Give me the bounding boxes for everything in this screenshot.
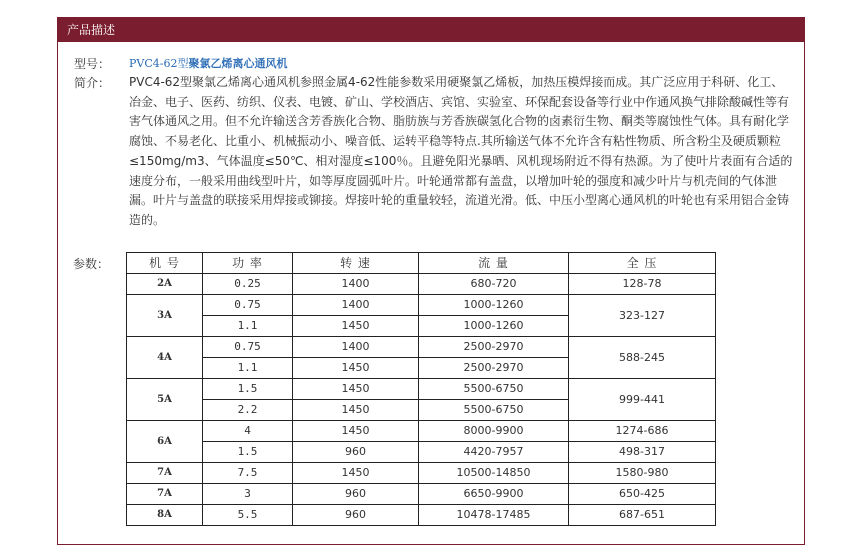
cell-speed: 1400 <box>293 274 419 295</box>
table-row <box>127 463 716 484</box>
cell-model: 7A <box>127 484 203 505</box>
cell-flow: 10478-17485 <box>419 505 569 526</box>
cell-model: 5A <box>127 379 203 421</box>
cell-model: 7A <box>127 463 203 484</box>
intro-label: 简介： <box>74 76 111 90</box>
model-name: 聚氯乙烯离心通风机 <box>188 57 288 70</box>
table-row <box>127 505 716 526</box>
cell-model: 2A <box>127 274 203 295</box>
col-header-pressure: 全 压 <box>569 253 716 274</box>
table-row <box>127 379 716 400</box>
cell-pressure: 999-441 <box>569 379 716 421</box>
cell-speed: 1450 <box>293 316 419 337</box>
table-row <box>127 274 716 295</box>
cell-flow: 2500-2970 <box>419 337 569 358</box>
cell-power: 1.5 <box>203 442 293 463</box>
cell-flow: 1000-1260 <box>419 295 569 316</box>
table-row <box>127 421 716 442</box>
cell-speed: 1450 <box>293 379 419 400</box>
cell-power: 3 <box>203 484 293 505</box>
cell-model: 3A <box>127 295 203 337</box>
cell-power: 1.1 <box>203 316 293 337</box>
product-description-panel <box>57 17 805 545</box>
cell-flow: 680-720 <box>419 274 569 295</box>
cell-flow: 2500-2970 <box>419 358 569 379</box>
cell-power: 1.5 <box>203 379 293 400</box>
cell-flow: 4420-7957 <box>419 442 569 463</box>
cell-model: 8A <box>127 505 203 526</box>
cell-pressure: 1580-980 <box>569 463 716 484</box>
cell-speed: 960 <box>293 484 419 505</box>
cell-speed: 960 <box>293 442 419 463</box>
cell-flow: 5500-6750 <box>419 379 569 400</box>
cell-flow: 6650-9900 <box>419 484 569 505</box>
col-header-speed: 转 速 <box>293 253 419 274</box>
cell-pressure: 323-127 <box>569 295 716 337</box>
table-row <box>127 484 716 505</box>
cell-power: 7.5 <box>203 463 293 484</box>
cell-speed: 1400 <box>293 337 419 358</box>
table-row <box>127 442 716 463</box>
cell-flow: 10500-14850 <box>419 463 569 484</box>
col-header-power: 功 率 <box>203 253 293 274</box>
cell-model: 6A <box>127 421 203 463</box>
params-label: 参数： <box>73 257 110 271</box>
cell-power: 0.75 <box>203 295 293 316</box>
col-header-model: 机 号 <box>127 253 203 274</box>
col-header-flow: 流 量 <box>419 253 569 274</box>
cell-pressure: 650-425 <box>569 484 716 505</box>
model-value <box>129 55 287 71</box>
cell-power: 4 <box>203 421 293 442</box>
cell-power: 0.75 <box>203 337 293 358</box>
cell-model: 4A <box>127 337 203 379</box>
cell-speed: 1450 <box>293 400 419 421</box>
cell-power: 2.2 <box>203 400 293 421</box>
table-row <box>127 337 716 358</box>
cell-power: 0.25 <box>203 274 293 295</box>
cell-pressure: 1274-686 <box>569 421 716 442</box>
cell-pressure: 128-78 <box>569 274 716 295</box>
table-header-row <box>127 253 716 274</box>
cell-flow: 8000-9900 <box>419 421 569 442</box>
model-code: PVC4-62型 <box>129 57 189 70</box>
table-row <box>127 295 716 316</box>
table-body <box>127 274 716 526</box>
cell-power: 1.1 <box>203 358 293 379</box>
cell-speed: 1450 <box>293 463 419 484</box>
cell-speed: 1400 <box>293 295 419 316</box>
cell-flow: 5500-6750 <box>419 400 569 421</box>
model-label: 型号： <box>74 57 111 71</box>
cell-pressure: 498-317 <box>569 442 716 463</box>
intro-text: PVC4-62型聚氯乙烯离心通风机参照金属4-62性能参数采用硬聚氯乙烯板，加热压模焊接而成。其广泛应用于科研、化工、冶金、电子、医药、纺织、仪表、电镀、矿山、学校酒店、宾馆、实验室、环保配套设备等行业中作通风换气排除酸碱性等有害气体通风之用。但不允许输送含芳香族化合物、脂肪族与芳香族碳氢化合物的卤素衍生物、酮类等腐蚀性气体。具有耐化学腐蚀、不易老化、比重小、机械振动小、噪音低、运转平稳等特点.其所输送气体不允许含有粘性物质、所含粉尘及硬质颗粒≤150mg/m3、气体温度≤50℃、相对湿度≤100％。且避免阳光暴晒、风机现场附近不得有热源。为了使叶片表面有合适的速度分布，一般采用曲线型叶片，如等厚度圆弧叶片。叶轮通常都有盖盘，以增加叶轮的强度和减少叶片与机壳间的气体泄漏。叶片与盖盘的联接采用焊接或铆接。焊接叶轮的重量较轻，流道光滑。低、中压小型离心通风机的叶轮也有采用铝合金铸造的。 <box>129 75 793 227</box>
cell-speed: 960 <box>293 505 419 526</box>
cell-pressure: 588-245 <box>569 337 716 379</box>
cell-flow: 1000-1260 <box>419 316 569 337</box>
panel-header: 产品描述 <box>58 18 804 42</box>
cell-power: 5.5 <box>203 505 293 526</box>
spec-table <box>126 252 716 526</box>
cell-speed: 1450 <box>293 358 419 379</box>
cell-pressure: 687-651 <box>569 505 716 526</box>
cell-speed: 1450 <box>293 421 419 442</box>
